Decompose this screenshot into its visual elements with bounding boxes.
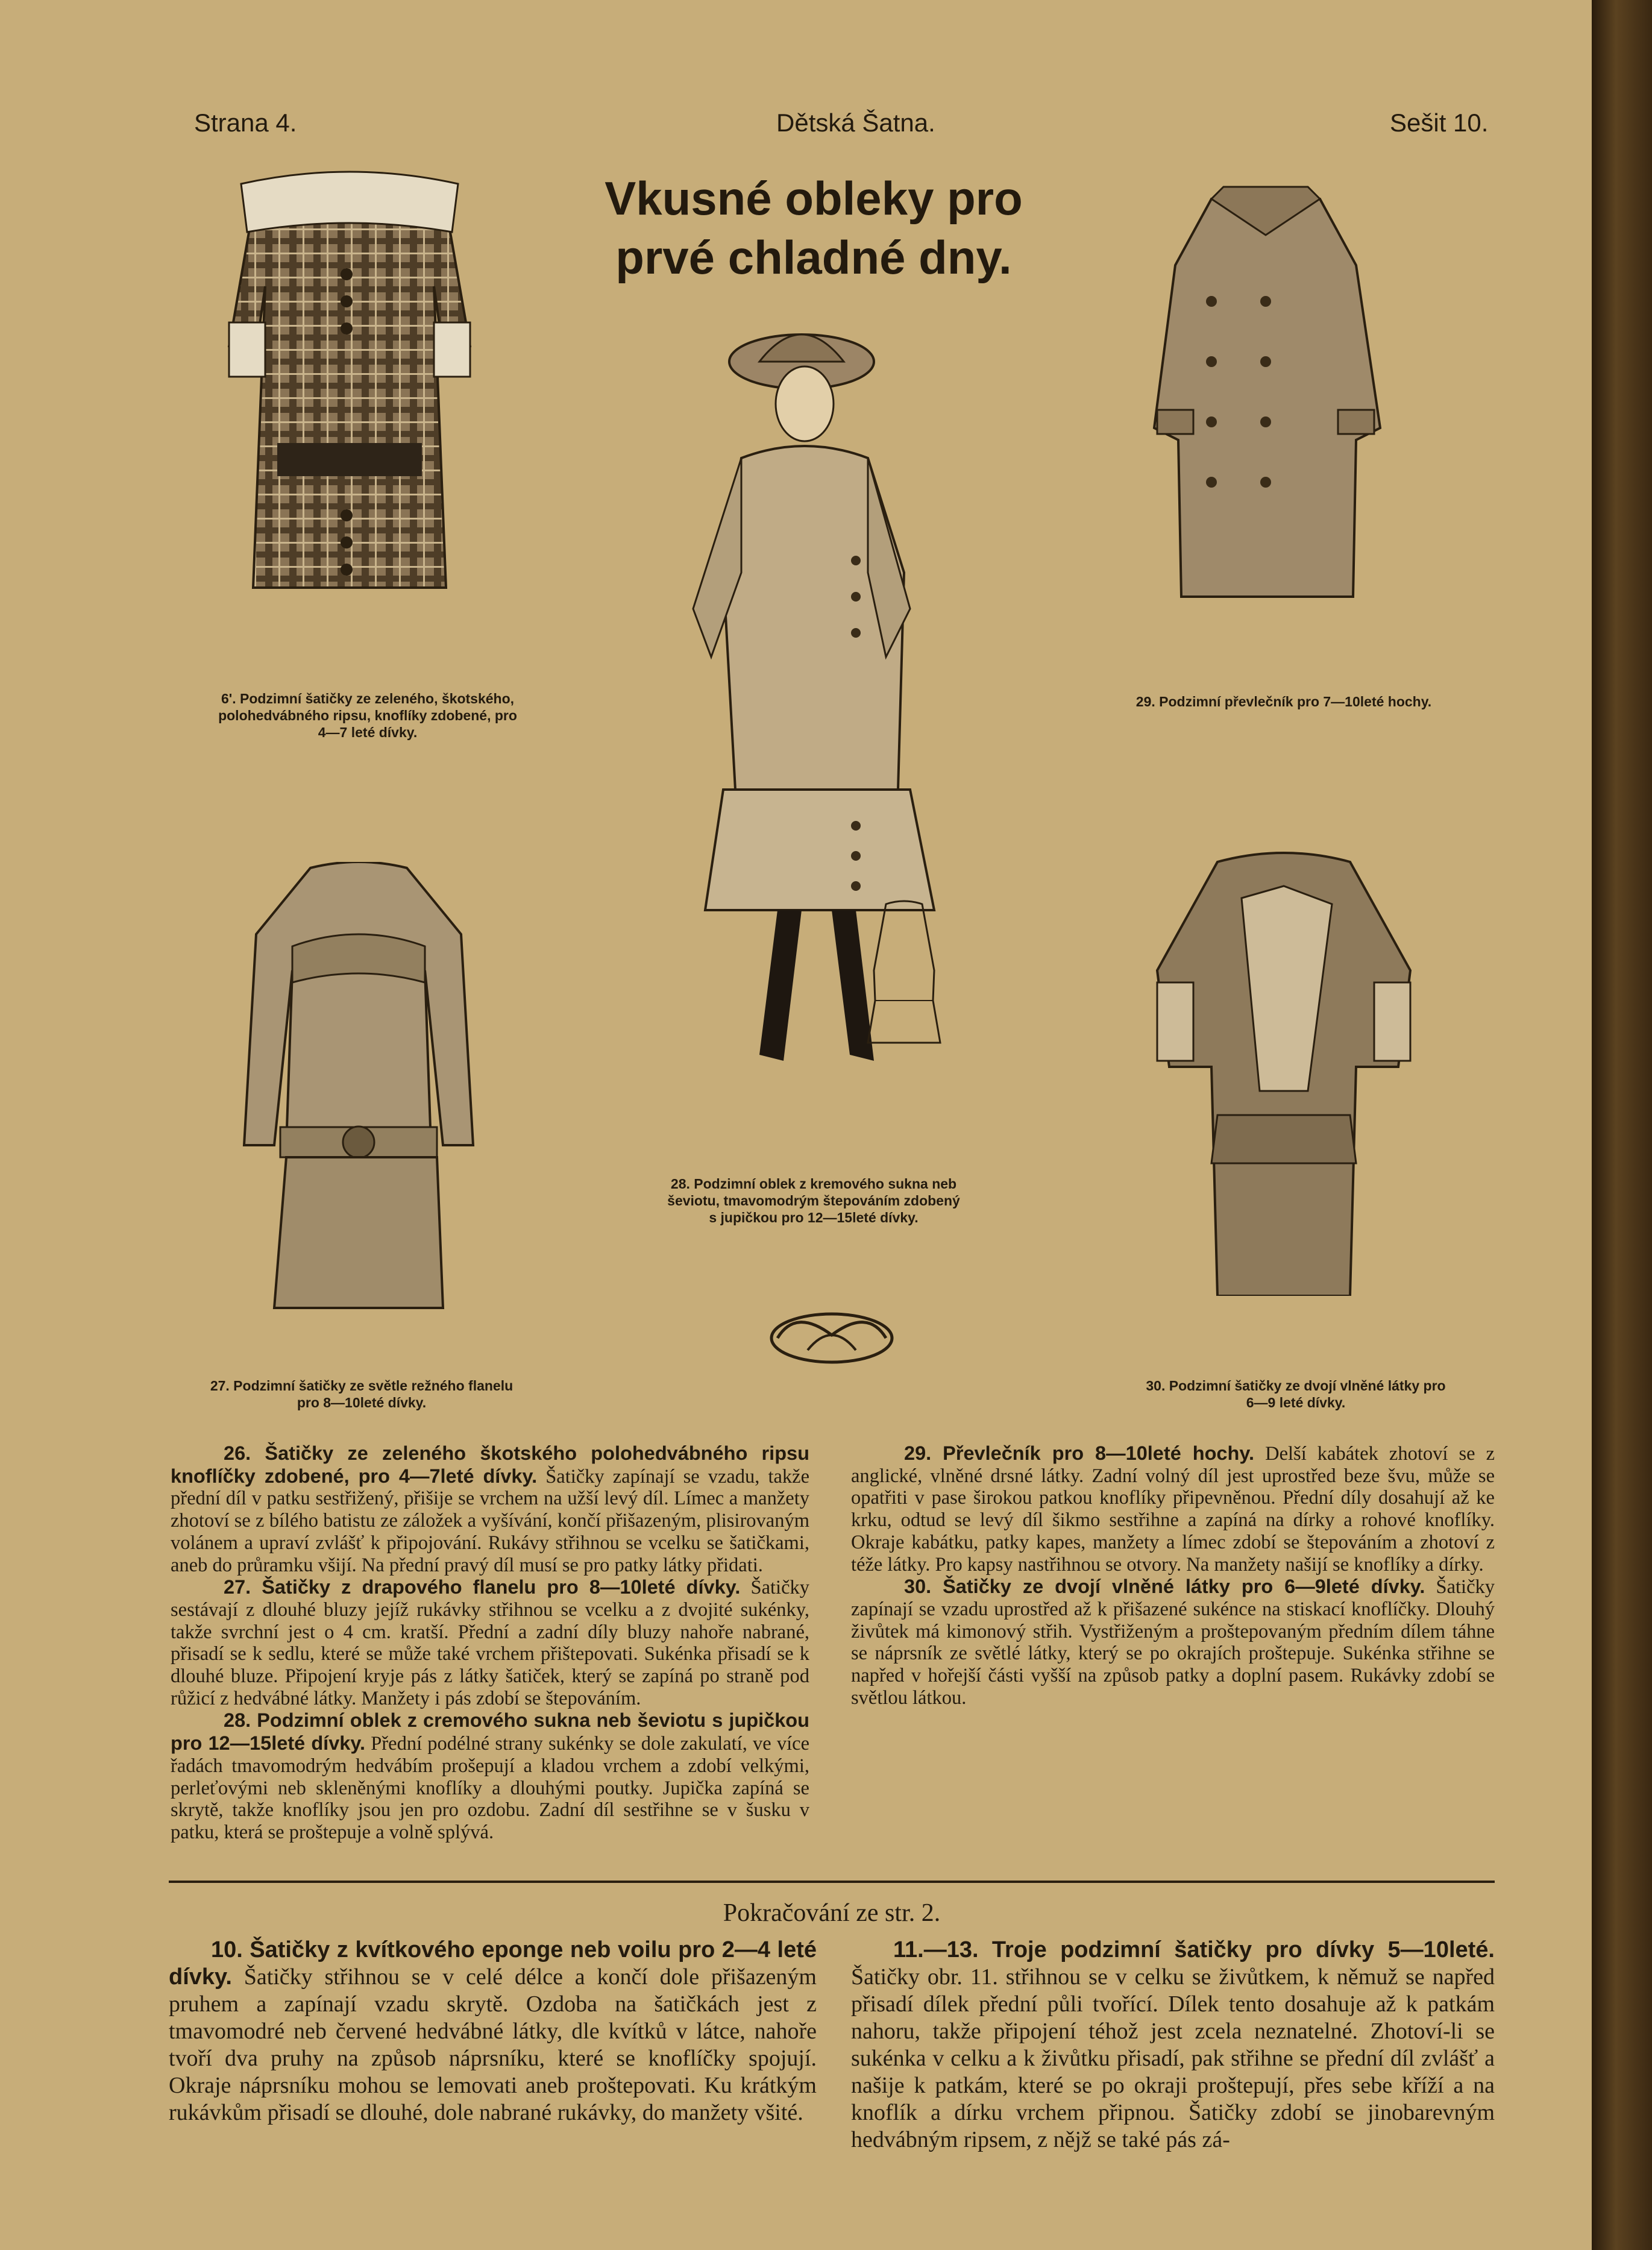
caption-fig-28 [633,1175,994,1226]
issue-number: Sešit 10. [1390,108,1489,137]
two-tone-dress-illustration [1151,850,1416,1296]
paragraph-29 [851,1442,1495,1576]
magazine-title: Dětská Šatna. [776,108,935,137]
paragraph-heading: 29. Převlečník pro 8—10leté hochy. [904,1442,1255,1464]
article-left-column [171,1442,809,1844]
caption-line: 6'. Podzimní šatičky ze zeleného, škotského, [221,691,515,706]
flannel-dress-illustration [238,862,479,1320]
decorative-ornament [759,1302,904,1368]
paragraph-28 [171,1709,809,1843]
caption-line: s jupičkou pro 12—15leté dívky. [709,1210,919,1225]
caption-line: ševiotu, tmavomodrým štepováním zdobený [667,1193,960,1208]
paragraph-body: Šatičky střihnou se v celé délce a končí dole přišazeným pruhem a zapínají vzadu skrytě. Ozdoba na šatičkách jest z tmavomodré neb červené hedvábné látky, dle kvítků v látce, nahoře tvoří dva pruhy na způsob náprsníku, které se knoflíčky spojují. Okraje náprsníku mohou se lemovati aneb proštepovati. Ku krátkým rukávkům přisadí se dlouhé, dole nabrané rukávky, do manžety všité. [169,1964,817,2125]
back-view-sketch [862,898,946,1055]
page-title [603,169,1025,287]
caption-line: pro 8—10leté dívky. [297,1395,427,1410]
paragraph-26 [171,1442,809,1576]
paragraph-10 [169,1937,817,2126]
paragraph-11 [851,1937,1495,2154]
boys-overcoat-illustration [1145,175,1386,609]
paragraph-27 [171,1576,809,1709]
paragraph-heading: 26. Šatičky ze zeleného škotského polohedvábného ripsu knoflíčky zdobené, pro 4—7leté dívky. [171,1442,809,1487]
caption-line: 30. Podzimní šatičky ze dvojí vlněné látky pro [1146,1378,1446,1394]
plaid-dress-illustration [217,166,482,624]
paragraph-heading: 10. Šatičky z kvítkového eponge neb voilu pro 2—4 leté dívky. [169,1937,817,1990]
paragraph-body: Šatičky zapínají se vzadu uprostřed až k přišazené sukénce na stiskací knoflíčky. Dlouhý živůtek má kimonový střih. Vystřiženým a proštepovaným předním dílem táhne se náprsník ze světlé látky, který se po okrajích proštepuje. Sukénka střihne se napřed v hořejší části vyšší na způsob patky a doplní pasem. Rukávky zdobí se světlou látkou. [851,1576,1495,1709]
paragraph-heading: 28. Podzimní oblek z cremového sukna neb ševiotu s jupičkou pro 12—15leté dívky. [171,1709,809,1755]
paragraph-body: Šatičky obr. 11. střihnou se v celku se živůtkem, k němuž se napřed přisadí dílek přední půli tvořící. Dílek tento dosahuje až k patkám nahoru, takže připojení téhož jest zcela neznatelné. Zhotoví-li se sukénka v celku a k živůtku přisadí, pak střihne se přední díl zvlášť a našije k patkám, které se po okraji proštepují, přes sebe kříží a na knoflík a dírku vrchem připnou. Šatičky zdobí se jinobarevným hedvábným ripsem, z nějž se také pás zá- [851,1964,1495,2152]
paragraph-30 [851,1576,1495,1709]
continuation-left-column [169,1937,817,2126]
continuation-heading: Pokračování ze str. 2. [723,1899,941,1927]
caption-line: 6—9 leté dívky. [1246,1395,1346,1410]
paragraph-body: Delší kabátek zhotoví se z anglické, vlněné drsné látky. Zadní volný díl jest uprostřed beze švu, může se opatřiti v pase širokou patkou knoflíky připevněnou. Přední díly dosahují až ke krku, odtud se levý díl šikmo sestřihne a zapíná na dírky a rohové knoflíky. Okraje kabátku, patky kapes, manžety a límec zdobí se štepováním a zhotoví z téže látky. Pro kapsy nastřihnou se otvory. Na manžety našijí se knoflíky a dírky. [851,1443,1495,1576]
caption-line: polohedvábného ripsu, knoflíky zdobené, pro [218,708,517,723]
caption-line: 4—7 leté dívky. [318,724,418,740]
caption-line: 27. Podzimní šatičky ze světle režného flanelu [210,1378,514,1394]
page-number: Strana 4. [194,108,297,137]
section-divider [169,1881,1495,1883]
paragraph-heading: 27. Šatičky z drapového flanelu pro 8—10leté dívky. [224,1576,741,1598]
paragraph-body: Přední podélné strany sukénky se dole zakulatí, ve více řadách tmavomodrým hedvábím prošepují a kladou vrchem a zdobí velkými, perleťovými neb skleněnými knoflíky a dlouhými poutky. Jupička zapíná se skrytě, takže knoflíky jsou jen pro ozdobu. Zadní díl sestřihne se v šusku v patku, která se proštepuje a volně splývá. [171,1733,809,1843]
paragraph-heading: 30. Šatičky ze dvojí vlněné látky pro 6—9leté dívky. [904,1576,1425,1598]
caption-line: 28. Podzimní oblek z kremového sukna neb [670,1176,957,1192]
title-line-2: prvé chladné dny. [615,231,1012,284]
caption-fig-30 [1085,1377,1507,1411]
paragraph-body: Šatičky zapínají se vzadu, takže přední díl v patku sestřižený, přišije se vrchem na užší levý díl. Límec a manžety zhotoví se z bílého batistu ze záložek a vyšívání, končí přišazeným, plisirovaným volánem a upraví zvlášť k připojování. Rukávy střihnou se vcelku se šatičkami, aneb do průramku všijí. Na přední pravý díl musí se pro patky látky přidati. [171,1465,809,1576]
paragraph-heading: 11.—13. Troje podzimní šatičky pro dívky 5—10leté. [893,1937,1495,1962]
article-right-column [851,1442,1495,1709]
caption-line: 29. Podzimní převlečník pro 7—10leté hochy. [1135,694,1432,709]
continuation-right-column [851,1937,1495,2154]
caption-fig-29 [1073,693,1495,710]
caption-fig-26 [163,690,573,741]
binding-edge [1592,0,1652,2250]
title-line-1: Vkusné obleky pro [605,172,1023,225]
paragraph-body: Šatičky sestávají z dlouhé bluzy jejíž rukávky střihnou se vcelku a z dvojité sukénky, takže svrchní jest o 4 cm. kratší. Přední a zadní díly bluzy nahoře nabrané, přisadí se k sedlu, které se může také vrchem přištepovati. Sukénka přisadí se k dlouhé bluze. Připojení kryje pás z látky šatiček, který se zapíná po straně pod růžicí z hedvábné látky. Manžety i pás zdobí se štepováním. [171,1577,809,1709]
caption-fig-27 [151,1377,573,1411]
